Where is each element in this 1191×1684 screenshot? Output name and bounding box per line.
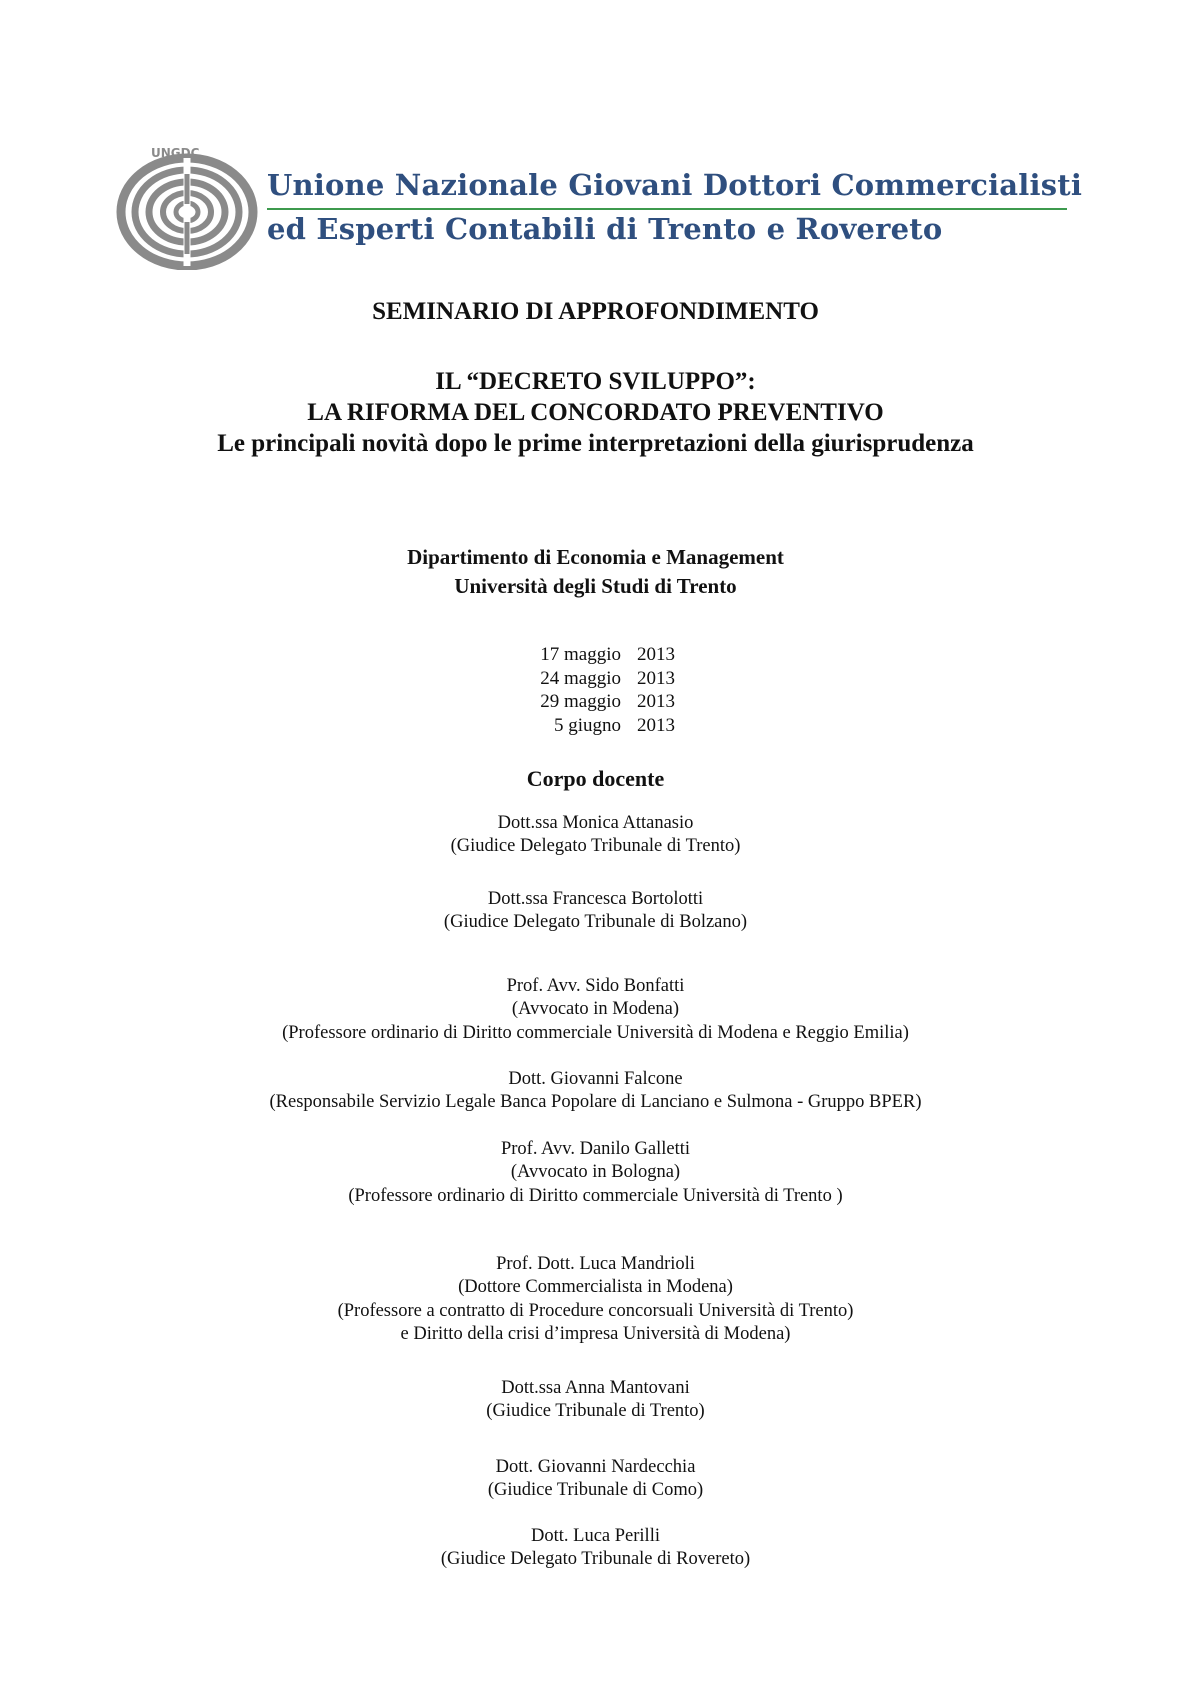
member-name: Dott. Giovanni Falcone bbox=[508, 1069, 683, 1089]
member-role: (Dottore Commercialista in Modena) bbox=[458, 1277, 733, 1298]
date-day: 5 giugno bbox=[553, 714, 621, 736]
member-name: Dott.ssa Monica Attanasio bbox=[497, 813, 694, 833]
decree-heading bbox=[0, 366, 1191, 459]
logo-lettering: UNGDC bbox=[151, 146, 200, 160]
decree-line-2: LA RIFORMA DEL CONCORDATO PREVENTIVO bbox=[307, 399, 884, 426]
member-role: (Avvocato in Modena) bbox=[511, 999, 680, 1020]
member-role: (Giudice Delegato Tribunale di Trento) bbox=[450, 836, 741, 857]
faculty-member bbox=[0, 1138, 1191, 1208]
seminar-title: SEMINARIO DI APPROFONDIMENTO bbox=[372, 298, 819, 325]
member-role: (Avvocato in Bologna) bbox=[510, 1162, 681, 1183]
member-name: Prof. Avv. Danilo Galletti bbox=[500, 1139, 691, 1159]
faculty-member bbox=[0, 812, 1191, 859]
faculty-member bbox=[0, 888, 1191, 935]
member-name: Dott.ssa Francesca Bortolotti bbox=[487, 889, 704, 909]
date-year: 2013 bbox=[637, 644, 675, 665]
member-role: (Professore ordinario di Diritto commerciale Università di Trento ) bbox=[348, 1185, 843, 1206]
member-role: (Responsabile Servizio Legale Banca Popolare di Lanciano e Sulmona - Gruppo BPER) bbox=[269, 1092, 922, 1113]
faculty-member bbox=[0, 1456, 1191, 1503]
venue-department: Dipartimento di Economia e Management bbox=[407, 545, 784, 569]
date-year: 2013 bbox=[637, 691, 675, 712]
date-day: 24 maggio bbox=[540, 667, 621, 689]
member-name: Dott. Luca Perilli bbox=[531, 1526, 660, 1546]
member-role: (Professore ordinario di Diritto commerciale Università di Modena e Reggio Emilia) bbox=[282, 1022, 909, 1043]
venue bbox=[0, 543, 1191, 601]
member-role: (Giudice Tribunale di Trento) bbox=[486, 1401, 705, 1422]
faculty-member bbox=[0, 975, 1191, 1045]
organization-name-line2: ed Esperti Contabili di Trento e Rovereto bbox=[267, 212, 943, 246]
seminar-subtitle: Le principali novità dopo le prime interpretazioni della giurisprudenza bbox=[217, 430, 974, 457]
organization-name-line1: Unione Nazionale Giovani Dottori Commercialisti bbox=[267, 168, 1083, 202]
faculty-member bbox=[0, 1253, 1191, 1346]
venue-university: Università degli Studi di Trento bbox=[454, 574, 737, 598]
member-name: Prof. Dott. Luca Mandrioli bbox=[496, 1254, 695, 1274]
faculty-member bbox=[0, 1068, 1191, 1115]
date-day: 29 maggio bbox=[540, 691, 621, 712]
date-row bbox=[470, 667, 675, 691]
header-divider bbox=[267, 208, 1067, 210]
member-role: (Giudice Delegato Tribunale di Rovereto) bbox=[440, 1549, 751, 1570]
date-list bbox=[470, 643, 675, 737]
faculty-member bbox=[0, 1525, 1191, 1572]
date-day: 17 maggio bbox=[540, 644, 621, 665]
faculty-member bbox=[0, 1377, 1191, 1424]
labyrinth-logo-icon bbox=[115, 144, 265, 270]
member-name: Dott.ssa Anna Mantovani bbox=[501, 1378, 690, 1398]
date-year: 2013 bbox=[637, 714, 675, 736]
member-role: (Professore a contratto di Procedure concorsuali Università di Trento) bbox=[337, 1300, 854, 1321]
member-name: Prof. Avv. Sido Bonfatti bbox=[506, 976, 685, 996]
decree-line-1: IL “DECRETO SVILUPPO”: bbox=[435, 368, 756, 395]
date-year: 2013 bbox=[637, 667, 675, 689]
member-role: (Giudice Tribunale di Como) bbox=[487, 1480, 704, 1501]
member-name: Dott. Giovanni Nardecchia bbox=[495, 1457, 696, 1477]
date-row bbox=[470, 643, 675, 667]
organization-header bbox=[115, 140, 1083, 275]
date-row bbox=[470, 714, 675, 738]
member-role: e Diritto della crisi d’impresa Università di Modena) bbox=[400, 1323, 791, 1344]
faculty-heading: Corpo docente bbox=[526, 766, 665, 791]
member-role: (Giudice Delegato Tribunale di Bolzano) bbox=[443, 912, 748, 933]
date-row bbox=[470, 690, 675, 714]
